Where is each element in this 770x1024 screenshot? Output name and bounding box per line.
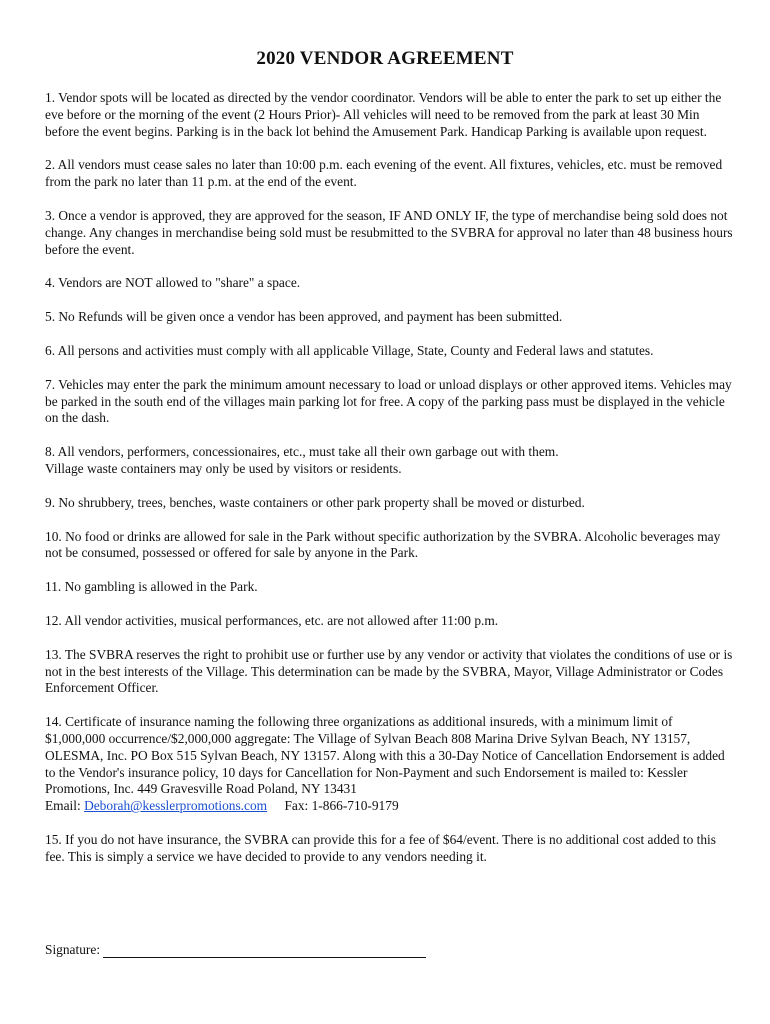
fax-number: Fax: 1-866-710-9179 xyxy=(284,798,399,814)
signature-line[interactable] xyxy=(103,944,426,958)
clause-13: 13. The SVBRA reserves the right to prohibit use or further use by any vendor or activity that violates the conditions of use or is not in the best interests of the Village. This determination can be made by the SVBRA, Mayor, Village Administrator or Codes Enforcement Officer. xyxy=(45,646,733,696)
clause-12: 12. All vendor activities, musical performances, etc. are not allowed after 11:00 p.m. xyxy=(45,612,499,628)
contact-line xyxy=(45,798,735,815)
clause-6: 6. All persons and activities must comply with all applicable Village, State, County and Federal laws and statutes. xyxy=(45,342,654,358)
clause-14-text: 14. Certificate of insurance naming the following three organizations as additional insureds, with a minimum limit of $1,000,000 occurrence/$2,000,000 aggregate: The Village of Sylvan Beach 808 Marina Drive Sylvan Beach, NY 13157, OLESMA, Inc. PO Box 515 Sylvan Beach, NY 13157. Along with this a 30-Day Notice of Cancellation Endorsement is added to the Vendor's insurance policy, 10 days for Cancellation for Non-Payment and such Endorsement is mailed to: Kessler Promotions, Inc. 449 Gravesville Road Poland, NY 13431 xyxy=(45,714,725,797)
clause-5: 5. No Refunds will be given once a vendor has been approved, and payment has been submitted. xyxy=(45,309,563,325)
clause-8 xyxy=(45,444,735,478)
clause-9: 9. No shrubbery, trees, benches, waste containers or other park property shall be moved or disturbed. xyxy=(45,494,585,510)
clause-8-line-1: 8. All vendors, performers, concessionaires, etc., must take all their own garbage out with them. xyxy=(45,444,559,460)
clause-10: 10. No food or drinks are allowed for sale in the Park without specific authorization by the SVBRA. Alcoholic beverages may not be consumed, possessed or offered for sale by anyone in the Park. xyxy=(45,528,721,561)
clause-2: 2. All vendors must cease sales no later than 10:00 p.m. each evening of the event. All fixtures, vehicles, etc. must be removed from the park no later than 11 p.m. at the end of the event. xyxy=(45,157,723,190)
clause-14 xyxy=(45,714,735,815)
clause-1: 1. Vendor spots will be located as directed by the vendor coordinator. Vendors will be able to enter the park to set up either the eve before or the morning of the event (2 Hours Prior)- All vehicles will need to be removed from the park at least 30 Min before the event begins. Parking is in the back lot behind the Amusement Park. Handicap Parking is available upon request. xyxy=(45,90,722,139)
clause-4: 4. Vendors are NOT allowed to "share" a space. xyxy=(45,275,301,291)
clause-3: 3. Once a vendor is approved, they are approved for the season, IF AND ONLY IF, the type of merchandise being sold does not change. Any changes in merchandise being sold must be resubmitted to the SVBRA for approval no later than 48 business hours before the event. xyxy=(45,207,733,257)
clause-7: 7. Vehicles may enter the park the minimum amount necessary to load or unload displays or other approved items. Vehicles may be parked in the south end of the villages main parking lot for free. A copy of the parking pass must be displayed in the vehicle on the dash. xyxy=(45,376,732,426)
email-link[interactable]: Deborah@kesslerpromotions.com xyxy=(84,798,268,814)
signature-field xyxy=(45,941,426,958)
email-label: Email: xyxy=(45,798,81,814)
signature-label: Signature: xyxy=(45,942,101,957)
clause-8-line-2: Village waste containers may only be used by visitors or residents. xyxy=(45,460,402,476)
clause-11: 11. No gambling is allowed in the Park. xyxy=(45,579,258,595)
agreement-body xyxy=(45,90,735,883)
document-title: 2020 VENDOR AGREEMENT xyxy=(256,48,514,69)
clause-15: 15. If you do not have insurance, the SVBRA can provide this for a fee of $64/event. There is no additional cost added to this fee. This is simply a service we have decided to provide to any vendors needing it. xyxy=(45,831,716,864)
